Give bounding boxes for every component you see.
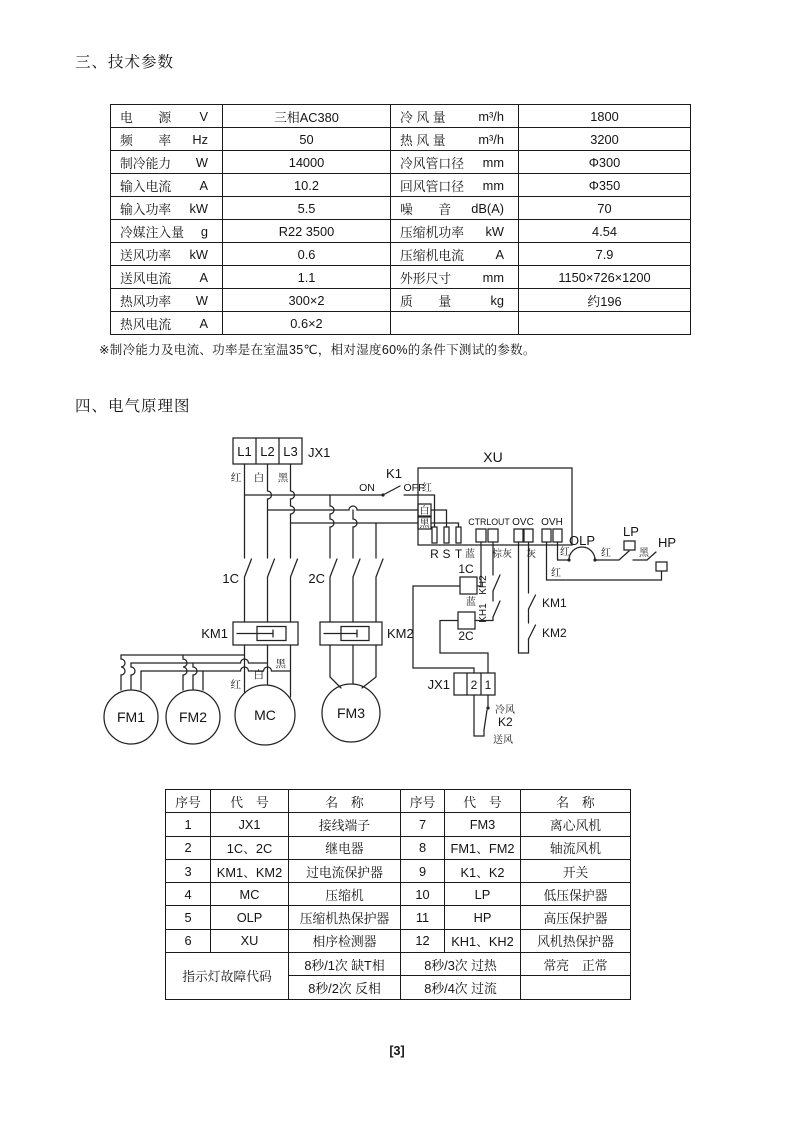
legend-no: 6 [166, 929, 211, 952]
spec-value: 70 [519, 197, 691, 220]
legend-no: 8 [401, 836, 445, 859]
km2-aux-label: KM2 [542, 626, 567, 640]
table-row [111, 197, 691, 220]
contact-2c-label: 2C [308, 571, 325, 586]
spec-value: 3200 [519, 128, 691, 151]
red-wire-label-3: 红 [551, 568, 561, 579]
browngray-wire-label: 棕灰 [492, 549, 512, 560]
spec-value: R22 3500 [223, 220, 391, 243]
fm2-label: FM2 [179, 709, 207, 725]
legend-name: 离心风机 [521, 813, 631, 836]
legend-code: MC [211, 883, 289, 906]
km1-label: KM1 [201, 626, 228, 641]
legend-fault-row [166, 953, 631, 976]
legend-header-name: 名 称 [521, 790, 631, 813]
xu-white-label: 白 [419, 506, 430, 517]
spec-name: 热风电流 [120, 316, 172, 332]
spec-label [111, 105, 223, 128]
ctrlout-label: CTRLOUT [468, 517, 510, 527]
k1-off-label: OFF [403, 482, 425, 494]
legend-no: 10 [401, 883, 445, 906]
olp-label: OLP [568, 533, 596, 548]
legend-name: 继电器 [289, 836, 401, 859]
spec-name: 压缩机电流 [400, 247, 464, 263]
spec-name: 制冷能力 [120, 155, 172, 171]
fault-code-cell: 8秒/2次 反相 [289, 976, 401, 999]
spec-value: 1150×726×1200 [519, 266, 691, 289]
table-row [111, 151, 691, 174]
spec-unit: kW [189, 246, 208, 262]
xu-detector [418, 449, 572, 561]
red-wire-label-2: 红 [601, 548, 611, 559]
wire-red-label: 红 [230, 472, 242, 484]
spec-value: 三相AC380 [223, 105, 391, 128]
spec-value: 4.54 [519, 220, 691, 243]
fm3-label: FM3 [337, 705, 365, 721]
spec-name: 冷 风 量 [400, 109, 446, 125]
terminal-l2-label: L2 [260, 444, 275, 459]
legend-name: 低压保护器 [521, 883, 631, 906]
spec-value: 7.9 [519, 243, 691, 266]
legend-name: 风机热保护器 [521, 929, 631, 952]
table-row [111, 220, 691, 243]
coil-2c-label: 2C [458, 629, 474, 643]
spec-value: 1.1 [223, 266, 391, 289]
spec-name: 热 风 量 [400, 132, 446, 148]
spec-value: 0.6×2 [223, 312, 391, 335]
legend-code: LP [445, 883, 521, 906]
legend-header-row [166, 790, 631, 813]
xu-black-label: 黑 [419, 519, 430, 530]
spec-name: 热风功率 [120, 293, 172, 309]
legend-row [166, 859, 631, 882]
kh2-label: KH2 [478, 575, 489, 595]
km2-protector [320, 622, 414, 645]
legend-header-no: 序号 [166, 790, 211, 813]
legend-code: FM1、FM2 [445, 836, 521, 859]
legend-code: K1、K2 [445, 859, 521, 882]
fault-code-cell: 常亮 正常 [521, 953, 631, 976]
xu-red-label: 红 [422, 483, 432, 494]
coil-1c-label: 1C [458, 562, 474, 576]
legend-row [166, 813, 631, 836]
k2-label: K2 [498, 715, 513, 729]
legend-name: 压缩机热保护器 [289, 906, 401, 929]
legend-table [165, 789, 631, 1000]
fm1-label: FM1 [117, 709, 145, 725]
kh1-label: KH1 [478, 603, 489, 623]
spec-unit: mm [482, 154, 504, 170]
blue-wire-label: 蓝 [465, 549, 475, 560]
k1-switch [359, 466, 424, 497]
spec-unit: mm [482, 269, 504, 285]
legend-row [166, 883, 631, 906]
spec-value: 1800 [519, 105, 691, 128]
legend-name: 开关 [521, 859, 631, 882]
legend-no: 3 [166, 859, 211, 882]
legend-name: 接线端子 [289, 813, 401, 836]
spec-unit: kg [490, 292, 504, 308]
spec-value: 10.2 [223, 174, 391, 197]
legend-header-no: 序号 [401, 790, 445, 813]
spec-value: Φ350 [519, 174, 691, 197]
table-row [111, 243, 691, 266]
spec-value: 5.5 [223, 197, 391, 220]
jx1-top-label: JX1 [308, 445, 331, 460]
spec-name: 噪 音 [400, 201, 452, 217]
legend-no: 11 [401, 906, 445, 929]
spec-unit: V [199, 108, 208, 124]
contact-1c-label: 1C [222, 571, 239, 586]
spec-unit: kW [189, 200, 208, 216]
legend-no: 9 [401, 859, 445, 882]
jx1-top-terminal [231, 438, 331, 484]
jx1-bottom-label: JX1 [427, 677, 450, 692]
control-circuit [413, 542, 567, 673]
jx1-bottom-terminal [428, 673, 515, 746]
spec-name: 冷媒注入量 [120, 224, 184, 240]
spec-unit: m³/h [478, 108, 504, 124]
spec-name: 电 源 [120, 109, 172, 125]
blue-wire-label-2: 蓝 [466, 597, 476, 608]
hp-label: HP [657, 535, 677, 550]
fault-code-label: 指示灯故障代码 [166, 953, 289, 1000]
spec-unit: A [199, 177, 208, 193]
phase-t-label: T [454, 547, 463, 561]
legend-no: 4 [166, 883, 211, 906]
mc-red-label: 红 [230, 679, 241, 691]
legend-no: 7 [401, 813, 445, 836]
legend-no: 1 [166, 813, 211, 836]
page-number: [3] [389, 1044, 405, 1058]
fault-code-cell: 8秒/1次 缺T相 [289, 953, 401, 976]
spec-name: 输入功率 [120, 201, 172, 217]
legend-header-code: 代 号 [445, 790, 521, 813]
spec-name: 回风管口径 [400, 178, 464, 194]
supply-air-label: 送风 [493, 735, 513, 746]
spec-unit: W [195, 292, 208, 308]
table-row [111, 266, 691, 289]
legend-name: 高压保护器 [521, 906, 631, 929]
legend-code: JX1 [211, 813, 289, 836]
legend-code: FM3 [445, 813, 521, 836]
km1-aux-label: KM1 [542, 596, 567, 610]
spec-unit: m³/h [478, 131, 504, 147]
electrical-schematic [95, 425, 695, 773]
legend-code: HP [445, 906, 521, 929]
legend-no: 5 [166, 906, 211, 929]
spec-label [391, 105, 519, 128]
terminal-2-label: 2 [470, 678, 478, 692]
legend-header-code: 代 号 [211, 790, 289, 813]
k1-on-label: ON [359, 482, 375, 494]
km1-protector [201, 622, 298, 645]
phase-s-label: S [442, 547, 451, 561]
spec-unit: Hz [192, 131, 208, 147]
terminal-l1-label: L1 [237, 444, 252, 459]
legend-name: 轴流风机 [521, 836, 631, 859]
spec-unit: g [200, 223, 208, 239]
spec-value: Φ300 [519, 151, 691, 174]
section-3-title: 三、技术参数 [75, 54, 175, 71]
black-wire-label-hp: 黑 [639, 548, 649, 559]
section-4-title: 四、电气原理图 [75, 398, 191, 415]
mc-white-label: 白 [253, 669, 264, 681]
km2-label: KM2 [387, 626, 414, 641]
spec-value: 0.6 [223, 243, 391, 266]
mc-label: MC [254, 707, 276, 723]
ovh-label: OVH [541, 517, 563, 528]
legend-row [166, 906, 631, 929]
table-row [111, 312, 691, 335]
spec-unit: kW [485, 223, 504, 239]
gray-wire-label: 灰 [526, 549, 536, 560]
spec-value: 约196 [519, 289, 691, 312]
legend-code: KH1、KH2 [445, 929, 521, 952]
spec-name: 外形尺寸 [400, 270, 452, 286]
spec-name: 冷风管口径 [400, 155, 464, 171]
table-row [111, 289, 691, 312]
legend-header-name: 名 称 [289, 790, 401, 813]
legend-row [166, 836, 631, 859]
spec-unit: A [199, 315, 208, 331]
test-condition-note: ※制冷能力及电流、功率是在室温35℃，相对湿度60%的条件下测试的参数。 [99, 343, 536, 357]
spec-value [519, 312, 691, 335]
terminal-1-label: 1 [484, 678, 492, 692]
table-row [111, 105, 691, 128]
spec-table [110, 104, 691, 335]
fault-code-cell: 8秒/3次 过热 [401, 953, 521, 976]
legend-code: 1C、2C [211, 836, 289, 859]
legend-name: 过电流保护器 [289, 859, 401, 882]
spec-value: 300×2 [223, 289, 391, 312]
legend-row [166, 929, 631, 952]
spec-value: 14000 [223, 151, 391, 174]
table-row [111, 174, 691, 197]
spec-name: 频 率 [120, 132, 172, 148]
fault-code-cell [521, 976, 631, 999]
motors [104, 684, 380, 745]
lp-label: LP [623, 524, 639, 539]
legend-code: XU [211, 929, 289, 952]
spec-name: 送风功率 [120, 247, 172, 263]
legend-code: OLP [211, 906, 289, 929]
table-row [111, 128, 691, 151]
spec-unit: A [495, 246, 504, 262]
legend-name: 压缩机 [289, 883, 401, 906]
phase-r-label: R [430, 547, 439, 561]
red-wire-label-1: 红 [560, 547, 570, 558]
mc-black-label: 黑 [275, 658, 286, 670]
spec-unit: dB(A) [471, 200, 504, 216]
cold-air-label: 冷风 [495, 705, 515, 716]
legend-code: KM1、KM2 [211, 859, 289, 882]
spec-name: 输入电流 [120, 178, 172, 194]
legend-name: 相序检测器 [289, 929, 401, 952]
spec-value: 50 [223, 128, 391, 151]
relay-2c-contacts [308, 559, 383, 622]
spec-name: 送风电流 [120, 270, 172, 286]
wire-white-label: 白 [253, 472, 265, 484]
ovc-label: OVC [512, 517, 534, 528]
spec-unit: W [195, 154, 208, 170]
terminal-l3-label: L3 [283, 444, 298, 459]
spec-unit: mm [482, 177, 504, 193]
relay-1c-contacts [222, 559, 297, 622]
fault-code-cell: 8秒/4次 过流 [401, 976, 521, 999]
spec-name: 质 量 [400, 293, 452, 309]
wire-black-label: 黑 [277, 472, 289, 484]
legend-no: 2 [166, 836, 211, 859]
legend-no: 12 [401, 929, 445, 952]
k1-label: K1 [386, 466, 402, 481]
spec-unit: A [199, 269, 208, 285]
spec-name: 压缩机功率 [400, 224, 464, 240]
xu-label: XU [483, 449, 503, 465]
